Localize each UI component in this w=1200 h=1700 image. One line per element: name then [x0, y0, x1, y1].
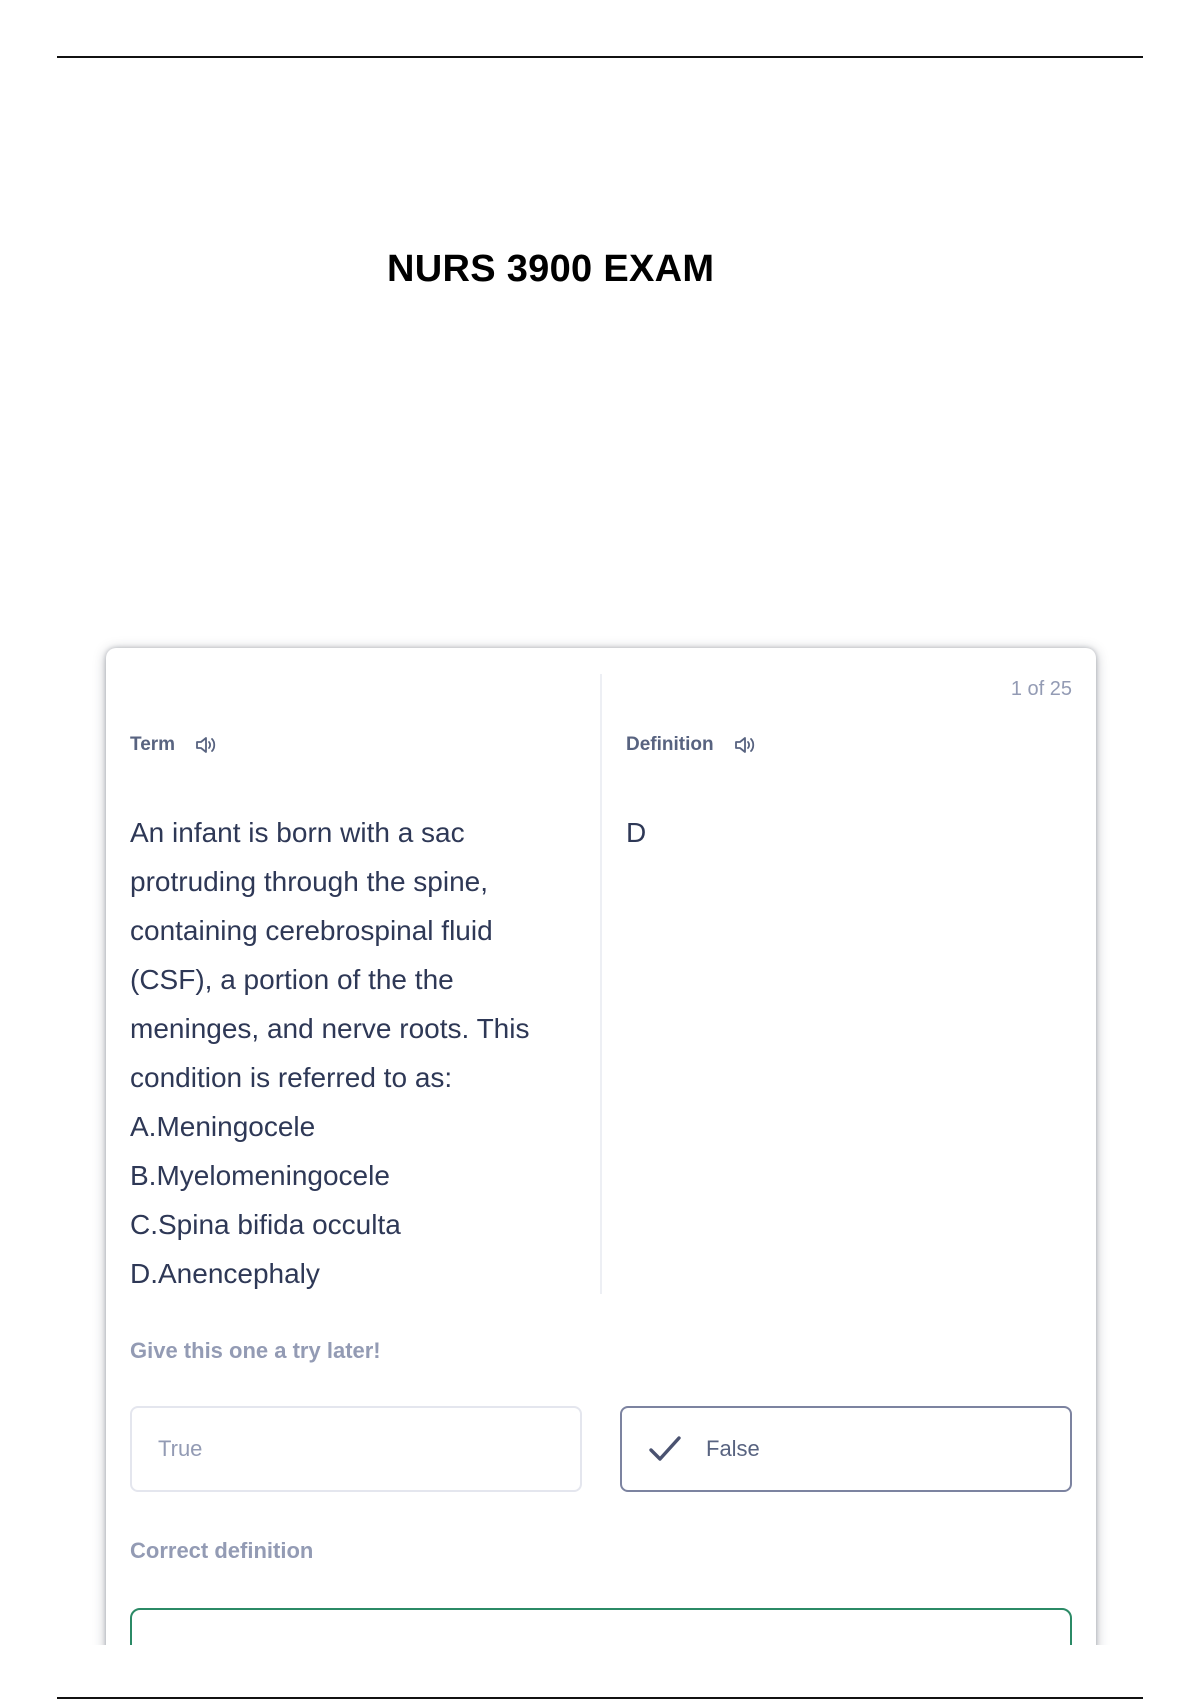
true-option-button[interactable] [130, 1406, 582, 1492]
top-rule [57, 56, 1143, 58]
page-title: NURS 3900 EXAM [387, 248, 715, 290]
term-line: containing cerebrospinal fluid [130, 915, 493, 946]
flashcard [106, 648, 1096, 1645]
term-line: B.Myelomeningocele [130, 1160, 390, 1191]
term-line: D.Anencephaly [130, 1258, 320, 1289]
speaker-icon[interactable] [195, 736, 217, 754]
false-option-label: False [706, 1436, 760, 1461]
term-line: condition is referred to as: [130, 1062, 453, 1093]
term-line: protruding through the spine, [130, 866, 489, 897]
correct-definition-box [130, 1608, 1072, 1645]
true-option-label: True [158, 1436, 203, 1461]
definition-label: Definition [626, 734, 714, 755]
term-line: A.Meningocele [130, 1111, 316, 1142]
term-header [130, 734, 217, 756]
term-line: (CSF), a portion of the the [130, 964, 454, 995]
check-icon [648, 1434, 682, 1464]
term-label: Term [130, 734, 176, 755]
bottom-rule [57, 1697, 1143, 1699]
term-line: An infant is born with a sac [130, 817, 465, 848]
card-counter: 1 of 25 [1010, 678, 1072, 700]
speaker-icon[interactable] [734, 736, 756, 754]
flashcard-viewport [80, 630, 1120, 1645]
column-divider [600, 674, 602, 1294]
term-line: C.Spina bifida occulta [130, 1209, 401, 1240]
term-text [130, 808, 580, 1298]
correct-definition-label: Correct definition [130, 1538, 314, 1563]
false-option-button[interactable] [620, 1406, 1072, 1492]
definition-header [626, 734, 756, 756]
term-line: meninges, and nerve roots. This [130, 1013, 530, 1044]
try-later-hint: Give this one a try later! [130, 1338, 381, 1363]
definition-text: D [626, 817, 647, 848]
